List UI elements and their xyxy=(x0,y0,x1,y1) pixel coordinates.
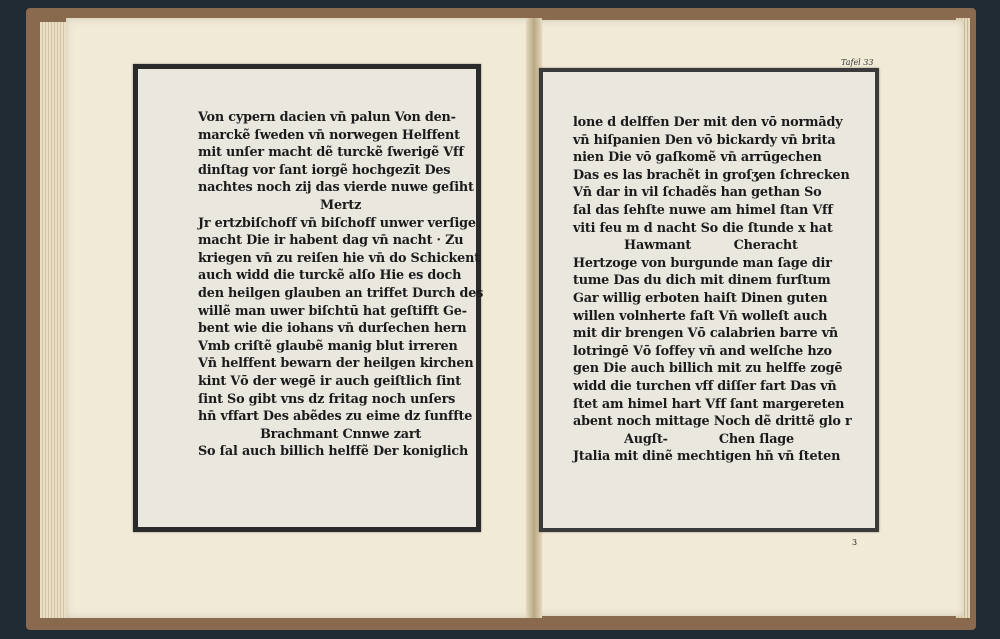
text-line: willen volnherte faſt Vn̄ wolleſt auch xyxy=(573,308,828,324)
text-line: lotringē Vō ſoffey vn̄ and welſche hzo xyxy=(573,343,832,359)
text-line: viti feu m d nacht So die ſtunde x hat xyxy=(573,220,833,236)
text-line: Das es las brachẽt in groſʒen ſchrecken xyxy=(573,167,850,183)
text-line: Jr ertzbiſchoff vn̄ biſchoff unwer verſige xyxy=(198,215,476,231)
text-line: gen Die auch billich mit zu helffe zogē xyxy=(573,361,843,377)
text-line: Vmb criſtẽ glaubẽ manig blut irreren xyxy=(198,338,458,354)
left-blackletter-text xyxy=(198,109,483,461)
right-facsimile-plate xyxy=(539,68,879,532)
month-heading: Hawmant Cheracht xyxy=(573,238,798,254)
month-heading: Augſt- Chen ſlage xyxy=(573,431,794,447)
text-line: kint Vō der wegē ir auch geiſtlich ſint xyxy=(198,373,461,389)
text-line: mit dir brengen Vō calabrien barre vn̄ xyxy=(573,326,839,342)
month-heading: Brachmant Cnnwe zart xyxy=(260,426,422,442)
right-blackletter-text xyxy=(573,114,852,466)
text-line: So ſal auch billich helffẽ Der koniglich xyxy=(198,444,469,460)
text-line: lone d delffen Der mit den vō normādy xyxy=(573,115,843,130)
text-line: dinſtag vor ſant iorgẽ hochgezīt Des xyxy=(198,162,451,178)
text-line: macht Die ir habent dag vn̄ nacht · Zu xyxy=(198,233,464,249)
text-line: Jtalia mit dinẽ mechtigen hn̄ vn̄ ſteten xyxy=(573,449,841,465)
text-line: kriegen vn̄ zu reiſen hie vn̄ do Schickent xyxy=(198,250,480,266)
text-line: marckẽ ſweden vn̄ norwegen Helffent xyxy=(198,127,460,143)
text-line: vn̄ hiſpanien Den vō bickardy vn̄ brita xyxy=(573,132,836,148)
text-line: tume Das du dich mit dinem furſtum xyxy=(573,273,831,289)
text-line: Von cypern dacien vn̄ palun Von den- xyxy=(198,110,456,125)
running-head: Tafel 33 xyxy=(841,58,874,67)
text-line: Vn̄ dar in vil ſchadẽs han gethan So xyxy=(573,185,822,201)
text-line: mit unſer macht dẽ turckẽ ſwerigẽ Vff xyxy=(198,145,464,161)
text-line: widd die turchen vff diſſer fart Das vn̄ xyxy=(573,378,837,394)
text-line: ſint So gibt vns dz fritag noch unſers xyxy=(198,391,456,407)
text-line: ſal das ſehſte nuwe am himel ſtan Vff xyxy=(573,202,833,218)
text-line: nachtes noch zij das vierde nuwe geſiht xyxy=(198,180,474,196)
month-heading: Mertz xyxy=(319,197,362,213)
text-line: hn̄ vffart Des abẽdes zu eime dz ſunffte xyxy=(198,409,473,425)
page-number: 3 xyxy=(852,538,858,547)
text-line: bent wie die iohans vn̄ durſechen hern xyxy=(198,321,467,337)
text-line: Hertzoge von burgunde man ſage dir xyxy=(573,255,832,271)
text-line: willẽ man uwer biſchtū hat geſtifft Ge- xyxy=(198,303,467,319)
text-line: Vn̄ helffent bewarn der heilgen kirchen xyxy=(198,356,474,372)
text-line: Gar willig erboten haiſt Dinen guten xyxy=(573,290,828,306)
text-line: nien Die vō gaſkomẽ vn̄ arrūgechen xyxy=(573,150,822,166)
open-book xyxy=(26,8,976,630)
text-line: ſtet am himel hart Vff ſant margereten xyxy=(573,396,845,412)
text-line: auch widd die turckẽ alſo Hie es doch xyxy=(198,268,462,284)
text-line: abent noch mittage Noch dẽ drittẽ glo r xyxy=(573,414,852,430)
left-facsimile-plate xyxy=(133,64,484,532)
text-line: den heilgen glauben an triffet Durch des xyxy=(198,285,484,301)
